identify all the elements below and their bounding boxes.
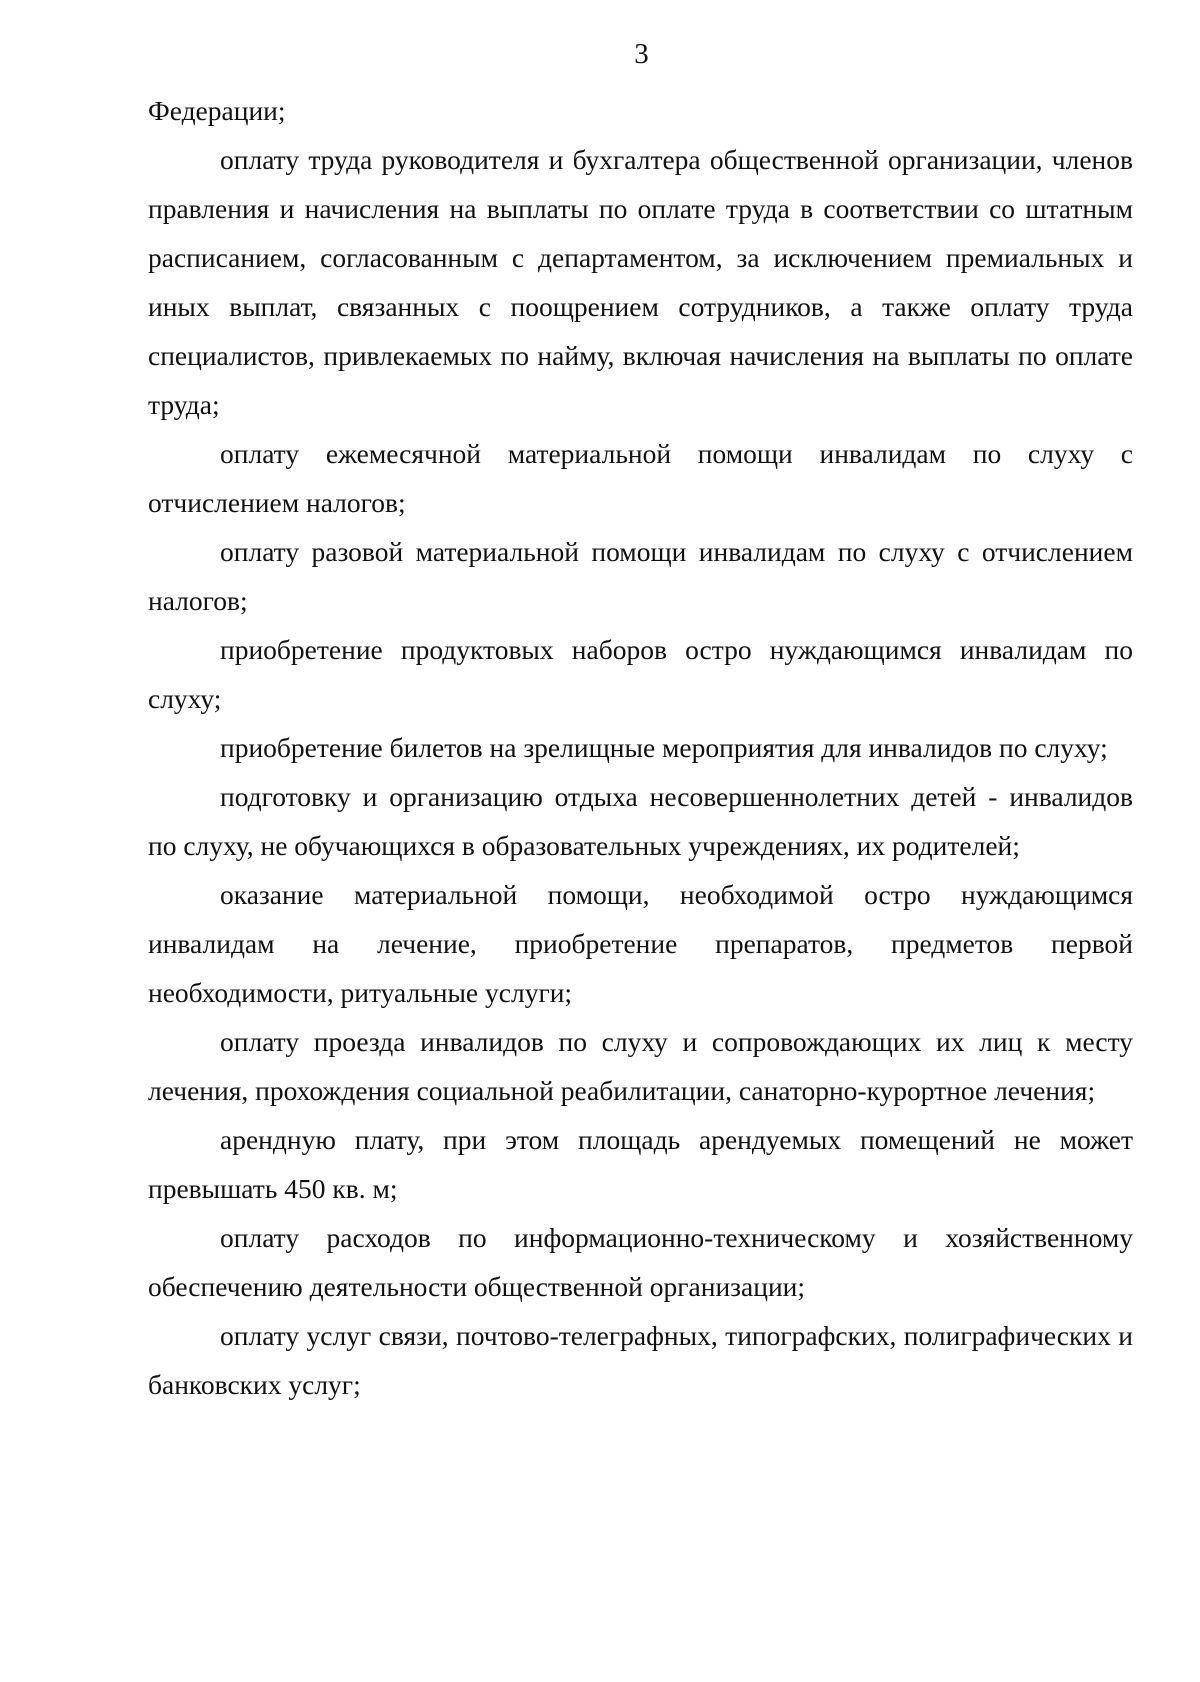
paragraph: оплату труда руководителя и бухгалтера общественной организации, членов правления и начисления на выплаты по оплате труда в соответствии со штатным расписанием, согласованным с департаментом, за исключением премиальных и иных выплат, связанных с поощрением сотрудников, а также оплату труда специалистов, привлекаемых по найму, включая начисления на выплаты по оплате труда;: [148, 144, 1133, 420]
paragraph: оказание материальной помощи, необходимой остро нуждающимся инвалидам на лечение, приобретение препаратов, предметов первой необходимости, ритуальные услуги;: [148, 879, 1133, 1008]
paragraph: оплату расходов по информационно-техническому и хозяйственному обеспечению деятельности общественной организации;: [148, 1222, 1133, 1302]
document-body: [148, 86, 1133, 1409]
paragraph: оплату ежемесячной материальной помощи инвалидам по слуху с отчислением налогов;: [148, 438, 1133, 518]
paragraph: оплату разовой материальной помощи инвалидам по слуху с отчислением налогов;: [148, 536, 1133, 616]
paragraph: подготовку и организацию отдыха несовершеннолетних детей - инвалидов по слуху, не обучающихся в образовательных учреждениях, их родителей;: [148, 781, 1133, 861]
paragraph: приобретение продуктовых наборов остро нуждающимся инвалидам по слуху;: [148, 634, 1133, 714]
paragraph: Федерации;: [148, 95, 286, 126]
paragraph: приобретение билетов на зрелищные мероприятия для инвалидов по слуху;: [220, 732, 1108, 763]
paragraph: оплату проезда инвалидов по слуху и сопровождающих их лиц к месту лечения, прохождения социальной реабилитации, санаторно-курортное лечения;: [148, 1026, 1133, 1106]
paragraph: арендную плату, при этом площадь арендуемых помещений не может превышать 450 кв. м;: [148, 1124, 1133, 1204]
page-number: 3: [634, 38, 649, 70]
paragraph: оплату услуг связи, почтово-телеграфных, типографских, полиграфических и банковских услуг;: [148, 1320, 1133, 1400]
